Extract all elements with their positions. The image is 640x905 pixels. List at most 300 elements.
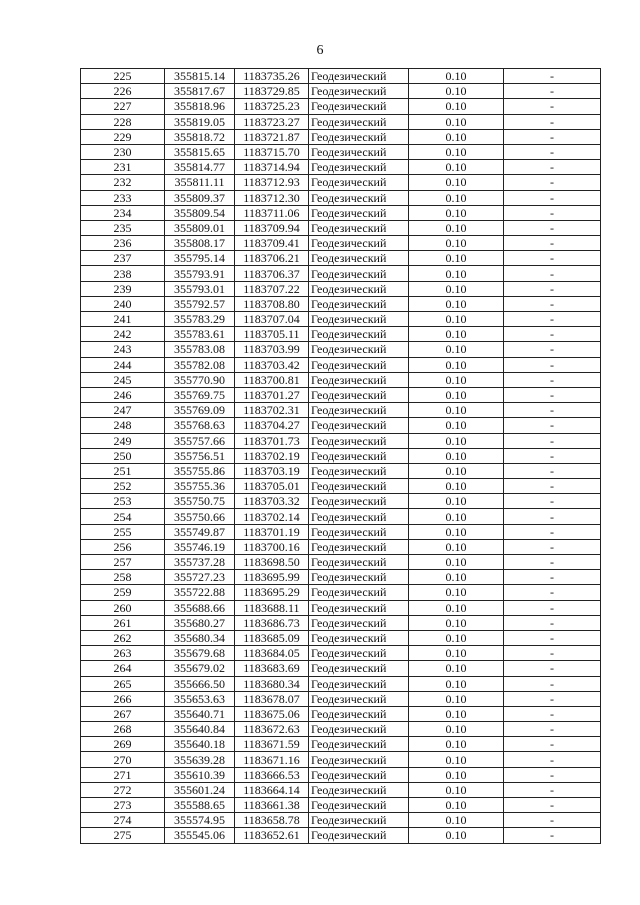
method-cell: Геодезический (309, 630, 409, 645)
y-coordinate-cell: 1183702.19 (235, 448, 309, 463)
description-cell: - (504, 509, 601, 524)
table-row (81, 555, 601, 570)
point-number-cell: 275 (81, 828, 165, 843)
method-cell: Геодезический (309, 403, 409, 418)
precision-cell: 0.10 (409, 813, 504, 828)
y-coordinate-cell: 1183678.07 (235, 691, 309, 706)
point-number-cell: 249 (81, 433, 165, 448)
description-cell: - (504, 494, 601, 509)
description-cell: - (504, 706, 601, 721)
precision-cell: 0.10 (409, 798, 504, 813)
point-number-cell: 240 (81, 296, 165, 311)
y-coordinate-cell: 1183658.78 (235, 813, 309, 828)
y-coordinate-cell: 1183702.14 (235, 509, 309, 524)
table-row (81, 418, 601, 433)
y-coordinate-cell: 1183661.38 (235, 798, 309, 813)
x-coordinate-cell: 355769.09 (165, 403, 235, 418)
x-coordinate-cell: 355770.90 (165, 372, 235, 387)
y-coordinate-cell: 1183709.94 (235, 220, 309, 235)
precision-cell: 0.10 (409, 706, 504, 721)
table-row (81, 646, 601, 661)
point-number-cell: 252 (81, 479, 165, 494)
precision-cell: 0.10 (409, 69, 504, 84)
precision-cell: 0.10 (409, 646, 504, 661)
x-coordinate-cell: 355768.63 (165, 418, 235, 433)
method-cell: Геодезический (309, 691, 409, 706)
method-cell: Геодезический (309, 144, 409, 159)
y-coordinate-cell: 1183707.22 (235, 281, 309, 296)
point-number-cell: 271 (81, 767, 165, 782)
x-coordinate-cell: 355795.14 (165, 251, 235, 266)
method-cell: Геодезический (309, 387, 409, 402)
method-cell: Геодезический (309, 281, 409, 296)
precision-cell: 0.10 (409, 114, 504, 129)
description-cell: - (504, 463, 601, 478)
description-cell: - (504, 296, 601, 311)
precision-cell: 0.10 (409, 494, 504, 509)
method-cell: Геодезический (309, 327, 409, 342)
table-row (81, 236, 601, 251)
method-cell: Геодезический (309, 782, 409, 797)
precision-cell: 0.10 (409, 266, 504, 281)
precision-cell: 0.10 (409, 418, 504, 433)
x-coordinate-cell: 355819.05 (165, 114, 235, 129)
precision-cell: 0.10 (409, 342, 504, 357)
method-cell: Геодезический (309, 570, 409, 585)
precision-cell: 0.10 (409, 676, 504, 691)
coordinates-table (80, 68, 601, 844)
y-coordinate-cell: 1183725.23 (235, 99, 309, 114)
description-cell: - (504, 220, 601, 235)
precision-cell: 0.10 (409, 752, 504, 767)
x-coordinate-cell: 355545.06 (165, 828, 235, 843)
precision-cell: 0.10 (409, 661, 504, 676)
description-cell: - (504, 798, 601, 813)
method-cell: Геодезический (309, 357, 409, 372)
table-row (81, 114, 601, 129)
method-cell: Геодезический (309, 129, 409, 144)
method-cell: Геодезический (309, 752, 409, 767)
y-coordinate-cell: 1183671.16 (235, 752, 309, 767)
y-coordinate-cell: 1183700.16 (235, 539, 309, 554)
table-row (81, 570, 601, 585)
precision-cell: 0.10 (409, 281, 504, 296)
point-number-cell: 260 (81, 600, 165, 615)
point-number-cell: 258 (81, 570, 165, 585)
x-coordinate-cell: 355769.75 (165, 387, 235, 402)
table-row (81, 69, 601, 84)
y-coordinate-cell: 1183701.27 (235, 387, 309, 402)
table-row (81, 479, 601, 494)
table-row (81, 813, 601, 828)
y-coordinate-cell: 1183729.85 (235, 84, 309, 99)
y-coordinate-cell: 1183695.99 (235, 570, 309, 585)
point-number-cell: 246 (81, 387, 165, 402)
method-cell: Геодезический (309, 539, 409, 554)
coordinates-table-body (81, 69, 601, 844)
y-coordinate-cell: 1183705.11 (235, 327, 309, 342)
x-coordinate-cell: 355755.86 (165, 463, 235, 478)
x-coordinate-cell: 355680.27 (165, 615, 235, 630)
point-number-cell: 265 (81, 676, 165, 691)
point-number-cell: 233 (81, 190, 165, 205)
method-cell: Геодезический (309, 175, 409, 190)
description-cell: - (504, 312, 601, 327)
point-number-cell: 236 (81, 236, 165, 251)
table-row (81, 372, 601, 387)
description-cell: - (504, 555, 601, 570)
precision-cell: 0.10 (409, 615, 504, 630)
x-coordinate-cell: 355782.08 (165, 357, 235, 372)
table-row (81, 676, 601, 691)
x-coordinate-cell: 355793.01 (165, 281, 235, 296)
description-cell: - (504, 813, 601, 828)
x-coordinate-cell: 355818.72 (165, 129, 235, 144)
x-coordinate-cell: 355727.23 (165, 570, 235, 585)
x-coordinate-cell: 355666.50 (165, 676, 235, 691)
description-cell: - (504, 524, 601, 539)
description-cell: - (504, 387, 601, 402)
method-cell: Геодезический (309, 205, 409, 220)
precision-cell: 0.10 (409, 190, 504, 205)
precision-cell: 0.10 (409, 84, 504, 99)
x-coordinate-cell: 355750.75 (165, 494, 235, 509)
point-number-cell: 238 (81, 266, 165, 281)
method-cell: Геодезический (309, 220, 409, 235)
point-number-cell: 259 (81, 585, 165, 600)
x-coordinate-cell: 355808.17 (165, 236, 235, 251)
precision-cell: 0.10 (409, 509, 504, 524)
table-row (81, 99, 601, 114)
table-row (81, 828, 601, 843)
x-coordinate-cell: 355737.28 (165, 555, 235, 570)
y-coordinate-cell: 1183672.63 (235, 722, 309, 737)
x-coordinate-cell: 355640.84 (165, 722, 235, 737)
precision-cell: 0.10 (409, 357, 504, 372)
table-row (81, 433, 601, 448)
method-cell: Геодезический (309, 706, 409, 721)
method-cell: Геодезический (309, 813, 409, 828)
table-row (81, 661, 601, 676)
precision-cell: 0.10 (409, 463, 504, 478)
y-coordinate-cell: 1183698.50 (235, 555, 309, 570)
description-cell: - (504, 752, 601, 767)
x-coordinate-cell: 355814.77 (165, 160, 235, 175)
precision-cell: 0.10 (409, 828, 504, 843)
precision-cell: 0.10 (409, 691, 504, 706)
x-coordinate-cell: 355688.66 (165, 600, 235, 615)
method-cell: Геодезический (309, 828, 409, 843)
description-cell: - (504, 175, 601, 190)
y-coordinate-cell: 1183709.41 (235, 236, 309, 251)
x-coordinate-cell: 355783.08 (165, 342, 235, 357)
table-row (81, 524, 601, 539)
point-number-cell: 274 (81, 813, 165, 828)
x-coordinate-cell: 355588.65 (165, 798, 235, 813)
y-coordinate-cell: 1183711.06 (235, 205, 309, 220)
description-cell: - (504, 539, 601, 554)
description-cell: - (504, 661, 601, 676)
table-row (81, 737, 601, 752)
description-cell: - (504, 357, 601, 372)
table-row (81, 266, 601, 281)
precision-cell: 0.10 (409, 144, 504, 159)
point-number-cell: 232 (81, 175, 165, 190)
table-row (81, 160, 601, 175)
y-coordinate-cell: 1183704.27 (235, 418, 309, 433)
method-cell: Геодезический (309, 600, 409, 615)
description-cell: - (504, 266, 601, 281)
x-coordinate-cell: 355757.66 (165, 433, 235, 448)
table-row (81, 767, 601, 782)
precision-cell: 0.10 (409, 630, 504, 645)
method-cell: Геодезический (309, 312, 409, 327)
point-number-cell: 272 (81, 782, 165, 797)
description-cell: - (504, 448, 601, 463)
point-number-cell: 239 (81, 281, 165, 296)
method-cell: Геодезический (309, 114, 409, 129)
precision-cell: 0.10 (409, 387, 504, 402)
y-coordinate-cell: 1183715.70 (235, 144, 309, 159)
description-cell: - (504, 600, 601, 615)
y-coordinate-cell: 1183701.19 (235, 524, 309, 539)
y-coordinate-cell: 1183703.32 (235, 494, 309, 509)
point-number-cell: 268 (81, 722, 165, 737)
description-cell: - (504, 160, 601, 175)
description-cell: - (504, 782, 601, 797)
y-coordinate-cell: 1183702.31 (235, 403, 309, 418)
point-number-cell: 228 (81, 114, 165, 129)
x-coordinate-cell: 355639.28 (165, 752, 235, 767)
x-coordinate-cell: 355818.96 (165, 99, 235, 114)
method-cell: Геодезический (309, 661, 409, 676)
point-number-cell: 237 (81, 251, 165, 266)
point-number-cell: 255 (81, 524, 165, 539)
y-coordinate-cell: 1183684.05 (235, 646, 309, 661)
table-row (81, 463, 601, 478)
method-cell: Геодезический (309, 448, 409, 463)
y-coordinate-cell: 1183664.14 (235, 782, 309, 797)
x-coordinate-cell: 355783.61 (165, 327, 235, 342)
table-row (81, 600, 601, 615)
table-row (81, 691, 601, 706)
description-cell: - (504, 342, 601, 357)
x-coordinate-cell: 355756.51 (165, 448, 235, 463)
table-row (81, 312, 601, 327)
point-number-cell: 229 (81, 129, 165, 144)
x-coordinate-cell: 355809.01 (165, 220, 235, 235)
description-cell: - (504, 84, 601, 99)
table-row (81, 342, 601, 357)
point-number-cell: 225 (81, 69, 165, 84)
point-number-cell: 245 (81, 372, 165, 387)
point-number-cell: 257 (81, 555, 165, 570)
description-cell: - (504, 205, 601, 220)
description-cell: - (504, 737, 601, 752)
method-cell: Геодезический (309, 99, 409, 114)
precision-cell: 0.10 (409, 175, 504, 190)
precision-cell: 0.10 (409, 251, 504, 266)
point-number-cell: 266 (81, 691, 165, 706)
table-row (81, 722, 601, 737)
table-row (81, 175, 601, 190)
method-cell: Геодезический (309, 524, 409, 539)
precision-cell: 0.10 (409, 433, 504, 448)
description-cell: - (504, 615, 601, 630)
description-cell: - (504, 722, 601, 737)
y-coordinate-cell: 1183703.19 (235, 463, 309, 478)
point-number-cell: 241 (81, 312, 165, 327)
description-cell: - (504, 114, 601, 129)
table-row (81, 327, 601, 342)
method-cell: Геодезический (309, 676, 409, 691)
table-row (81, 706, 601, 721)
method-cell: Геодезический (309, 722, 409, 737)
method-cell: Геодезический (309, 84, 409, 99)
x-coordinate-cell: 355792.57 (165, 296, 235, 311)
precision-cell: 0.10 (409, 327, 504, 342)
x-coordinate-cell: 355679.02 (165, 661, 235, 676)
description-cell: - (504, 630, 601, 645)
point-number-cell: 243 (81, 342, 165, 357)
x-coordinate-cell: 355811.11 (165, 175, 235, 190)
y-coordinate-cell: 1183712.93 (235, 175, 309, 190)
description-cell: - (504, 433, 601, 448)
description-cell: - (504, 418, 601, 433)
precision-cell: 0.10 (409, 600, 504, 615)
point-number-cell: 256 (81, 539, 165, 554)
method-cell: Геодезический (309, 190, 409, 205)
method-cell: Геодезический (309, 798, 409, 813)
point-number-cell: 254 (81, 509, 165, 524)
method-cell: Геодезический (309, 615, 409, 630)
description-cell: - (504, 327, 601, 342)
table-row (81, 387, 601, 402)
table-row (81, 494, 601, 509)
y-coordinate-cell: 1183705.01 (235, 479, 309, 494)
description-cell: - (504, 585, 601, 600)
y-coordinate-cell: 1183680.34 (235, 676, 309, 691)
precision-cell: 0.10 (409, 722, 504, 737)
point-number-cell: 264 (81, 661, 165, 676)
table-row (81, 296, 601, 311)
precision-cell: 0.10 (409, 236, 504, 251)
method-cell: Геодезический (309, 463, 409, 478)
method-cell: Геодезический (309, 767, 409, 782)
precision-cell: 0.10 (409, 403, 504, 418)
description-cell: - (504, 251, 601, 266)
method-cell: Геодезический (309, 296, 409, 311)
description-cell: - (504, 828, 601, 843)
x-coordinate-cell: 355680.34 (165, 630, 235, 645)
description-cell: - (504, 144, 601, 159)
description-cell: - (504, 190, 601, 205)
method-cell: Геодезический (309, 236, 409, 251)
description-cell: - (504, 691, 601, 706)
description-cell: - (504, 676, 601, 691)
method-cell: Геодезический (309, 69, 409, 84)
precision-cell: 0.10 (409, 312, 504, 327)
page-number: 6 (316, 43, 324, 58)
y-coordinate-cell: 1183695.29 (235, 585, 309, 600)
description-cell: - (504, 479, 601, 494)
point-number-cell: 253 (81, 494, 165, 509)
table-row (81, 798, 601, 813)
description-cell: - (504, 372, 601, 387)
x-coordinate-cell: 355640.18 (165, 737, 235, 752)
precision-cell: 0.10 (409, 296, 504, 311)
y-coordinate-cell: 1183700.81 (235, 372, 309, 387)
table-row (81, 782, 601, 797)
y-coordinate-cell: 1183683.69 (235, 661, 309, 676)
x-coordinate-cell: 355653.63 (165, 691, 235, 706)
precision-cell: 0.10 (409, 129, 504, 144)
y-coordinate-cell: 1183706.37 (235, 266, 309, 281)
table-row (81, 129, 601, 144)
method-cell: Геодезический (309, 479, 409, 494)
point-number-cell: 273 (81, 798, 165, 813)
table-row (81, 539, 601, 554)
y-coordinate-cell: 1183701.73 (235, 433, 309, 448)
description-cell: - (504, 129, 601, 144)
description-cell: - (504, 646, 601, 661)
point-number-cell: 242 (81, 327, 165, 342)
table-row (81, 509, 601, 524)
point-number-cell: 263 (81, 646, 165, 661)
precision-cell: 0.10 (409, 205, 504, 220)
description-cell: - (504, 236, 601, 251)
precision-cell: 0.10 (409, 448, 504, 463)
precision-cell: 0.10 (409, 555, 504, 570)
description-cell: - (504, 767, 601, 782)
table-row (81, 205, 601, 220)
precision-cell: 0.10 (409, 767, 504, 782)
method-cell: Геодезический (309, 266, 409, 281)
x-coordinate-cell: 355679.68 (165, 646, 235, 661)
y-coordinate-cell: 1183675.06 (235, 706, 309, 721)
x-coordinate-cell: 355640.71 (165, 706, 235, 721)
point-number-cell: 244 (81, 357, 165, 372)
method-cell: Геодезический (309, 160, 409, 175)
x-coordinate-cell: 355815.65 (165, 144, 235, 159)
table-row (81, 357, 601, 372)
table-row (81, 220, 601, 235)
x-coordinate-cell: 355610.39 (165, 767, 235, 782)
x-coordinate-cell: 355817.67 (165, 84, 235, 99)
method-cell: Геодезический (309, 646, 409, 661)
point-number-cell: 247 (81, 403, 165, 418)
point-number-cell: 235 (81, 220, 165, 235)
y-coordinate-cell: 1183708.80 (235, 296, 309, 311)
point-number-cell: 231 (81, 160, 165, 175)
y-coordinate-cell: 1183723.27 (235, 114, 309, 129)
method-cell: Геодезический (309, 585, 409, 600)
point-number-cell: 262 (81, 630, 165, 645)
precision-cell: 0.10 (409, 99, 504, 114)
y-coordinate-cell: 1183671.59 (235, 737, 309, 752)
precision-cell: 0.10 (409, 160, 504, 175)
precision-cell: 0.10 (409, 372, 504, 387)
x-coordinate-cell: 355722.88 (165, 585, 235, 600)
method-cell: Геодезический (309, 737, 409, 752)
method-cell: Геодезический (309, 372, 409, 387)
table-row (81, 630, 601, 645)
precision-cell: 0.10 (409, 539, 504, 554)
precision-cell: 0.10 (409, 737, 504, 752)
method-cell: Геодезический (309, 433, 409, 448)
y-coordinate-cell: 1183714.94 (235, 160, 309, 175)
point-number-cell: 267 (81, 706, 165, 721)
